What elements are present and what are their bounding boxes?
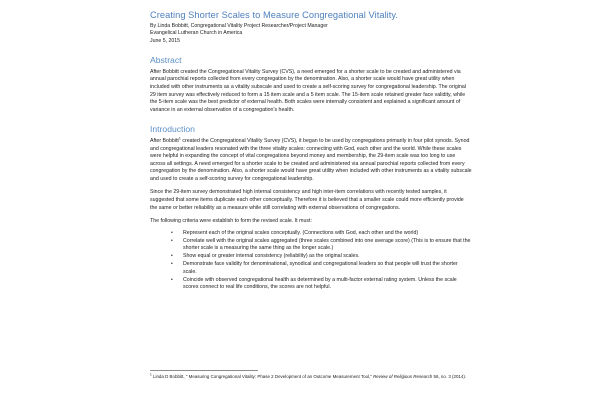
- abstract-body: After Bobbitt created the Congregational Vitality Survey (CVS), a need emerged for a shorter scale to be created and administered via annual parochial reports collected from every congregation by the denomination. Also, a shorter scale would have great utility when included with other instruments as a vitality subscale and used to create a self-scoring survey for congregational leadership. The original 29 item survey was effectively reduced to form a 15 item scale and a 5 item scale. The 15-item scale retained greater face validity, while the 5-item scale was the best predictor of external health. Both scales were internally consistent and explained a significant amount of variance in an external observation of a congregation's health.: [150, 68, 466, 113]
- list-item: [150, 238, 472, 253]
- footnote-entry: [150, 374, 472, 380]
- byline: [150, 23, 472, 45]
- footnote-area: [150, 370, 472, 380]
- bullet-icon: •: [171, 276, 173, 283]
- bullet-icon: •: [171, 237, 173, 244]
- criteria-item-text: Represent each of the original scales conceptually. (Connections with God, each other and the world): [183, 229, 419, 236]
- bullet-icon: •: [171, 229, 173, 236]
- intro-p1-part-before-footnote: After Bobbitt: [150, 138, 179, 145]
- criteria-item-text: Correlate well with the original scales aggregated (three scales combined into one average score) (This is to ensure that the shorter scale is a measuring the same thing as the longer scale.): [183, 237, 471, 252]
- byline-organization: Evangelical Lutheran Church in America: [150, 30, 243, 37]
- page-title: Creating Shorter Scales to Measure Congregational Vitality.: [150, 10, 399, 20]
- criteria-intro-text: The following criteria were establish to form the revised scale. It must:: [150, 218, 312, 225]
- criteria-list: [150, 230, 472, 292]
- list-item: [150, 277, 472, 292]
- bullet-icon: •: [171, 253, 173, 260]
- intro-p1-part-after-footnote: created the Congregational Vitality Survey (CVS), it began to be used by congregations primarily in four pilot synods. Synod and congregational leaders resonated with the three vitality scales: connecting with God, each other and the world. While these scales were helpful in expanding the concept of vital congregations beyond money and membership, the 29-item scale was too long to use across all settings. A need emerged for a shorter scale to be created and administered via annual parochial reports collected from every congregation by the denomination. Also, a shorter scale would have great utility when included with other instruments as a vitality subscale and used to create a self-scoring survey for congregational leadership.: [150, 138, 472, 182]
- footnote-citation-tail: 56, no. 3 (2014).: [432, 374, 467, 379]
- footnote-separator-rule: [150, 370, 258, 371]
- list-item: [150, 230, 472, 238]
- byline-date: June 5, 2015: [150, 37, 180, 44]
- document-content: [150, 9, 472, 293]
- criteria-item-text: Demonstrate face validity for denominational, synodical and congregational leaders so that people will trust the shorter scale.: [183, 261, 458, 275]
- criteria-item-text: Show equal or greater internal consistency (reliability) as the original scales.: [183, 253, 360, 260]
- byline-author: By Linda Bobbitt, Congregational Vitality Project Researcher/Project Manager: [150, 23, 328, 29]
- list-item: [150, 261, 472, 276]
- criteria-item-text: Coincide with observed congregational health as determined by a multi-factor external rating system. Unless the scale scores connect to real life conditions, the scores are not helpful.: [183, 276, 457, 291]
- footnote-reference-marker[interactable]: 1: [178, 136, 181, 141]
- introduction-heading: Introduction: [150, 124, 195, 135]
- footnote-journal-title: Review of Religious Research: [373, 374, 433, 379]
- abstract-heading: Abstract: [150, 54, 182, 65]
- footnote-number: 1: [150, 372, 152, 377]
- footnote-citation-text: Linda D Bobbitt, " Measuring Congregational Vitality: Phase 2 Development of an Outcome Measurement Tool,": [151, 374, 374, 379]
- list-item: [150, 253, 472, 261]
- introduction-paragraph-2: Since the 29-item survey demonstrated high internal consistency and high inter-item correlations with recently tested samples, it suggested that some items duplicate each other conceptually. Therefore it is believed that a smaller scale could more efficiently provide the same or better reliability as a measure while still correlating with external observations of congregations.: [150, 189, 464, 211]
- introduction-paragraph-1: [150, 138, 472, 183]
- bullet-icon: •: [171, 261, 173, 268]
